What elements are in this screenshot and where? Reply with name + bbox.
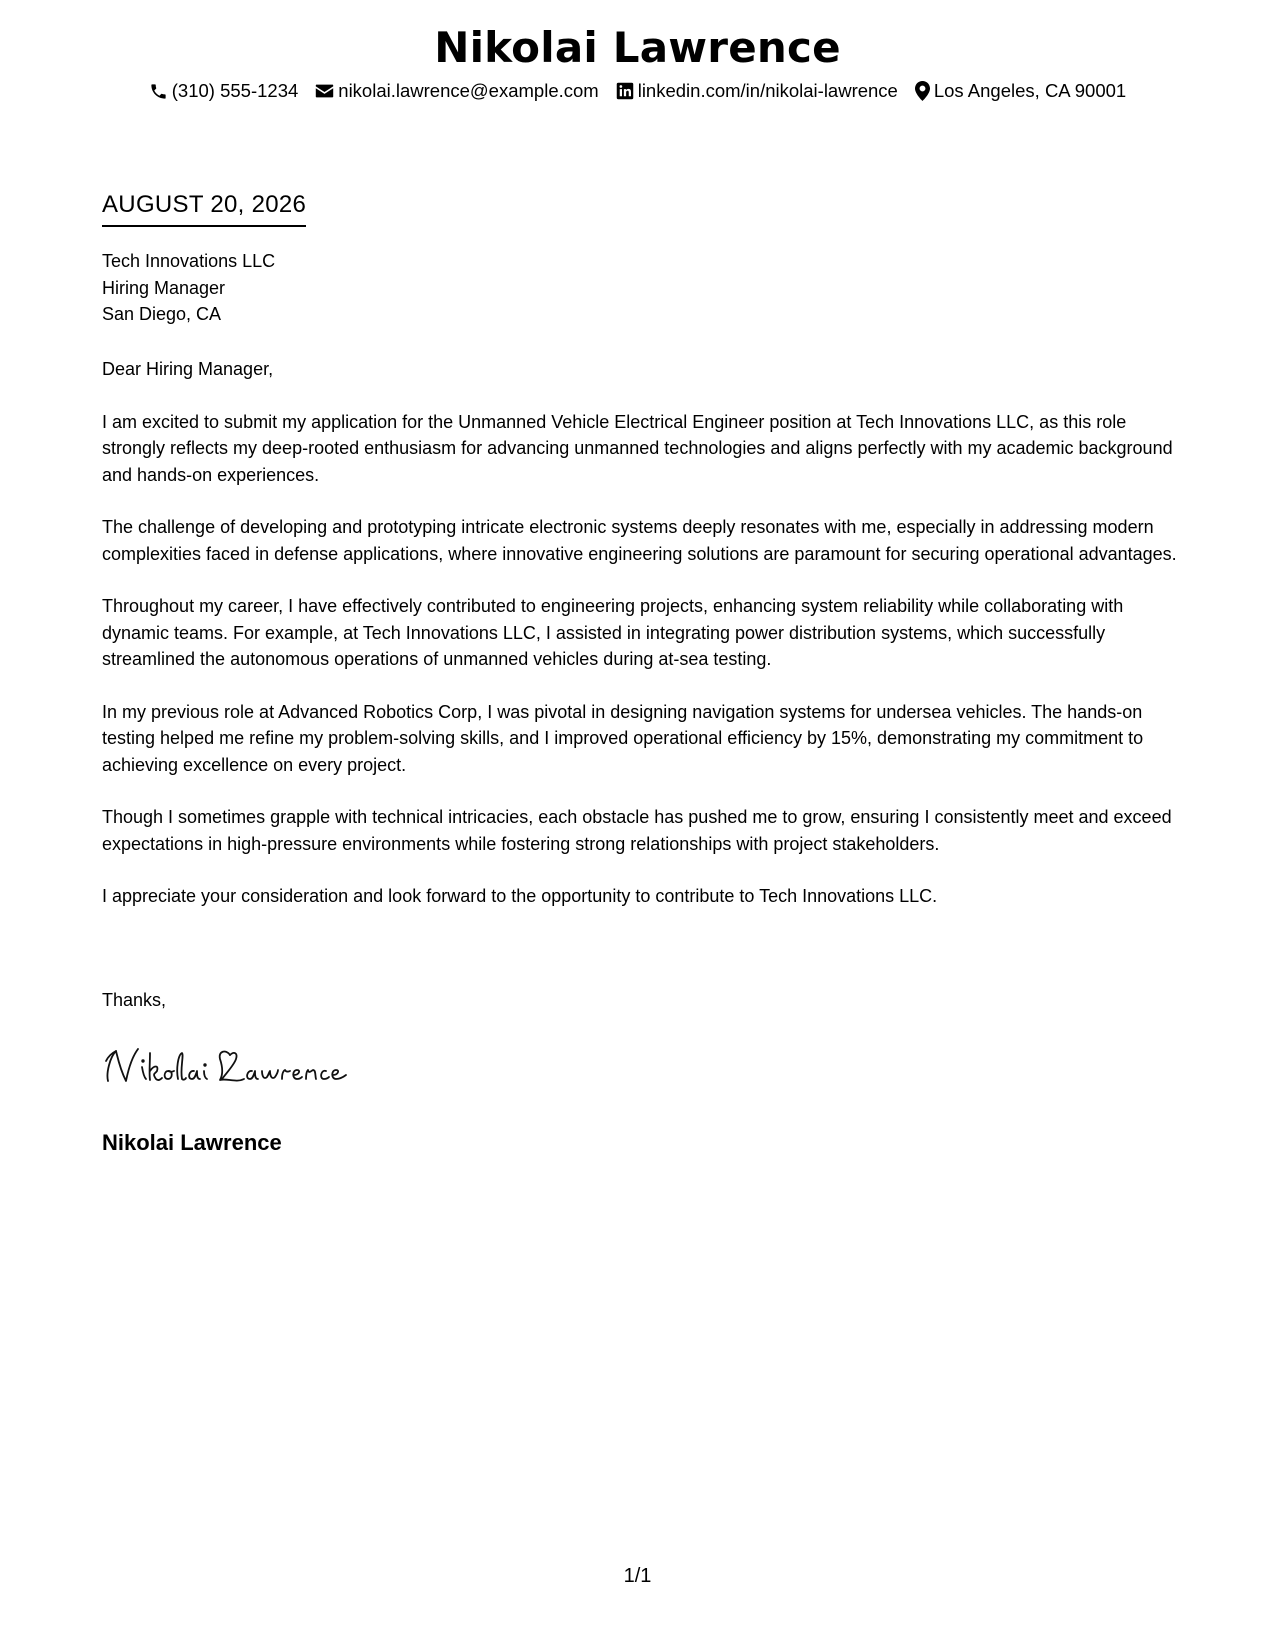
phone-number: (310) 555-1234 [171, 80, 299, 101]
recipient-location: San Diego, CA [102, 304, 222, 324]
recipient-company: Tech Innovations LLC [102, 251, 276, 271]
linkedin-icon [616, 82, 634, 100]
body-paragraph: I am excited to submit my application for the Unmanned Vehicle Electrical Engineer position at Tech Innovations LLC, as this role strongly reflects my deep-rooted enthusiasm for advancing unmanned technologies and aligns perfectly with my academic background and hands-on experiences. [102, 411, 1173, 485]
recipient-block [102, 248, 275, 328]
letter-body [102, 356, 1182, 936]
body-paragraph: I appreciate your consideration and look forward to the opportunity to contribute to Tech Innovations LLC. [102, 886, 938, 906]
email-address[interactable]: nikolai.lawrence@example.com [338, 80, 599, 101]
linkedin-url[interactable]: linkedin.com/in/nikolai-lawrence [637, 80, 898, 101]
page-number: 1/1 [623, 1565, 652, 1587]
contact-linkedin[interactable] [616, 78, 898, 104]
contact-email[interactable] [315, 78, 598, 104]
contact-location [915, 78, 1126, 104]
map-pin-icon [915, 81, 930, 101]
contact-phone [149, 78, 299, 104]
letter-date: AUGUST 20, 2026 [102, 190, 306, 227]
closing: Thanks, [102, 990, 167, 1010]
body-paragraph: Throughout my career, I have effectively contributed to engineering projects, enhancing system reliability while collaborating with dynamic teams. For example, at Tech Innovations LLC, I assisted in integrating power distribution systems, which successfully streamlined the autonomous operations of unmanned vehicles during at-sea testing. [102, 596, 1124, 669]
salutation: Dear Hiring Manager, [102, 359, 274, 379]
body-paragraph: The challenge of developing and prototyping intricate electronic systems deeply resonates with me, especially in addressing modern complexities faced in defense applications, where innovative engineering solutions are paramount for securing operational advantages. [102, 517, 1177, 564]
signer-name: Nikolai Lawrence [102, 1130, 282, 1155]
phone-icon [149, 82, 168, 101]
handwritten-signature [102, 1043, 362, 1098]
body-paragraph: Though I sometimes grapple with technical intricacies, each obstacle has pushed me to grow, ensuring I consistently meet and exceed expectations in high-pressure environments while fostering strong relationships with project stakeholders. [102, 807, 1172, 854]
applicant-name: Nikolai Lawrence [434, 23, 841, 72]
recipient-title: Hiring Manager [102, 277, 226, 298]
contact-info [0, 78, 1275, 104]
envelope-icon [315, 83, 334, 99]
location-text: Los Angeles, CA 90001 [933, 80, 1127, 101]
body-paragraph: In my previous role at Advanced Robotics Corp, I was pivotal in designing navigation systems for undersea vehicles. The hands-on testing helped me refine my problem-solving skills, and I improved operational efficiency by 15%, demonstrating my commitment to achieving excellence on every project. [102, 701, 1144, 775]
